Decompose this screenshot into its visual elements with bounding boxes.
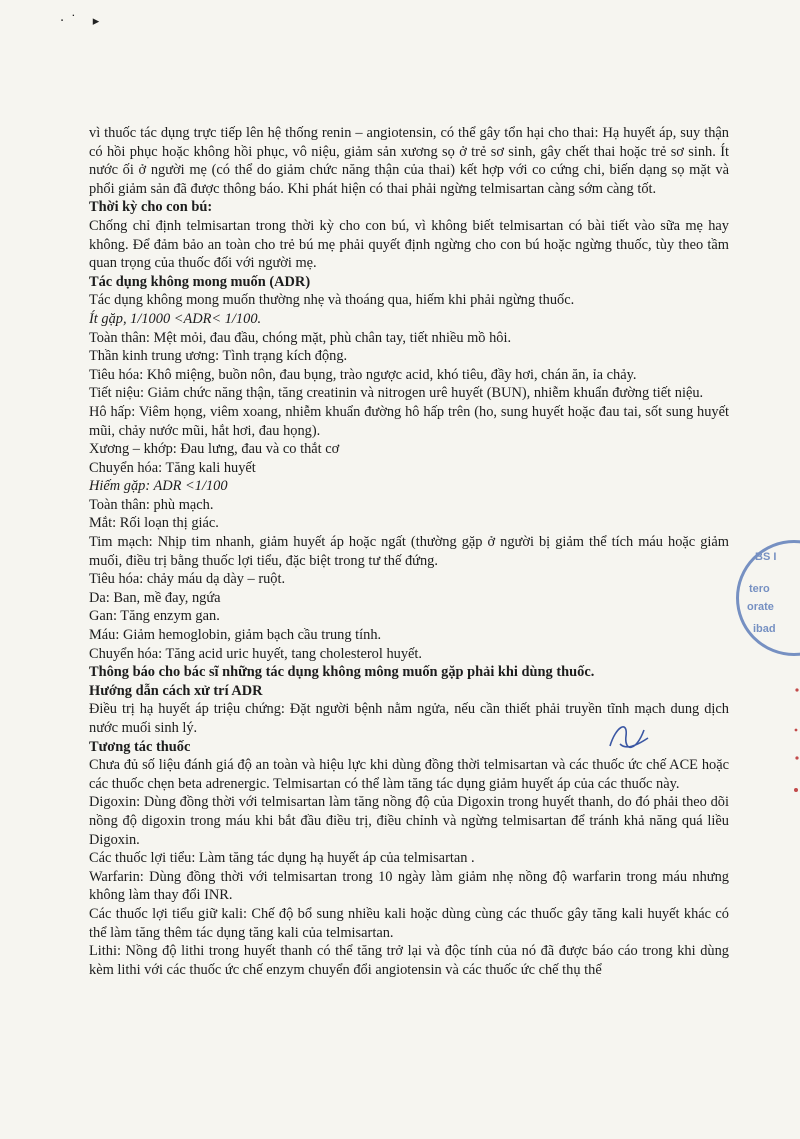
- adr-rare-metabolic: Chuyển hóa: Tăng acid uric huyết, tang cholesterol huyết.: [89, 645, 423, 662]
- heading-adr-management: Hướng dẫn cách xử trí ADR: [89, 682, 263, 699]
- adr-rare-digestive: Tiêu hóa: chảy máu dạ dày – ruột.: [89, 571, 286, 588]
- heading-notify-doctor: Thông báo cho bác sĩ những tác dụng không mông muốn gặp phải khi dùng thuốc.: [89, 664, 595, 681]
- corner-scan-mark: ·˙ ▸: [60, 14, 106, 29]
- heading-breastfeeding: Thời kỳ cho con bú:: [89, 199, 213, 216]
- interaction-ace-beta: Chưa đủ số liệu đánh giá độ an toàn và hiệu lực khi dùng đồng thời telmisartan và các thuốc ức chế ACE hoặc các thuốc chẹn beta adrenergic. Telmisartan có thể làm tăng tác dụng giảm huyết áp của các thuốc này.: [89, 757, 729, 792]
- interaction-digoxin: Digoxin: Dùng đồng thời với telmisartan làm tăng nồng độ của Digoxin trong huyết thanh, do đó phải theo dõi nồng độ digoxin trong máu khi bắt đầu điều trị, điều chỉnh và ngừng telmisartan để tránh khả năng quá liều Digoxin.: [89, 794, 729, 848]
- adr-rare-eye: Mắt: Rối loạn thị giác.: [89, 515, 219, 532]
- adr-cns: Thần kinh trung ương: Tình trạng kích động.: [89, 348, 348, 365]
- adr-digestive: Tiêu hóa: Khô miệng, buồn nôn, đau bụng, trào ngược acid, khó tiêu, đầy hơi, chán ăn, ỉa chảy.: [89, 366, 637, 383]
- document-body: [89, 124, 729, 979]
- adr-general: Toàn thân: Mệt mỏi, đau đầu, chóng mặt, phù chân tay, tiết nhiều mồ hôi.: [89, 329, 512, 346]
- interaction-diuretics: Các thuốc lợi tiểu: Làm tăng tác dụng hạ huyết áp của telmisartan .: [89, 850, 475, 867]
- subheading-uncommon: Ít gặp, 1/1000 <ADR< 1/100.: [89, 310, 262, 327]
- paragraph-breastfeeding: Chống chỉ định telmisartan trong thời kỳ cho con bú, vì không biết telmisartan có bài tiết vào sữa mẹ hay không. Để đảm bảo an toàn cho trẻ bú mẹ phải quyết định ngừng cho con bú hoặc ngừng thuốc, tùy theo tầm quan trọng của thuốc đối với người mẹ.: [89, 217, 729, 272]
- heading-adverse-effects: Tác dụng không mong muốn (ADR): [89, 273, 311, 290]
- interaction-potassium-sparing: Các thuốc lợi tiểu giữ kali: Chế độ bổ sung nhiều kali hoặc dùng cùng các thuốc gây tăng kali huyết khác có thể làm tăng thêm tác dụng tăng kali của telmisartan.: [89, 905, 729, 941]
- interaction-warfarin: Warfarin: Dùng đồng thời với telmisartan trong 10 ngày làm giảm nhẹ nồng độ warfarin trong máu nhưng không làm thay đổi INR.: [89, 868, 729, 904]
- adr-urinary: Tiết niệu: Giảm chức năng thận, tăng creatinin và nitrogen urê huyết (BUN), nhiễm khuẩn đường tiết niệu.: [89, 385, 704, 402]
- company-stamp: BS I tero orate ibad: [736, 540, 800, 656]
- adr-respiratory: Hô hấp: Viêm họng, viêm xoang, nhiễm khuẩn đường hô hấp trên (ho, sung huyết hoặc đau tai, sốt sung huyết mũi, chảy nước mũi, hắt hơi, đau họng).: [89, 403, 729, 439]
- adr-musculoskeletal: Xương – khớp: Đau lưng, đau và co thắt cơ: [89, 441, 340, 458]
- adr-rare-liver: Gan: Tăng enzym gan.: [89, 608, 220, 625]
- subheading-rare: Hiếm gặp: ADR <1/100: [89, 478, 228, 495]
- signature-mark: [606, 716, 652, 756]
- paragraph-adr-intro: Tác dụng không mong muốn thường nhẹ và thoáng qua, hiếm khi phải ngừng thuốc.: [89, 292, 575, 309]
- paragraph-pregnancy-risk: vì thuốc tác dụng trực tiếp lên hệ thống renin – angiotensin, có thể gây tổn hại cho thai: Hạ huyết áp, suy thận có hồi phục hoặc không hồi phục, vô niệu, giảm sản xương sọ ở trẻ sơ sinh, gây chết thai hoặc trẻ sơ sinh. Ít nước ối ở người mẹ (có thể do giảm chức năng thận của thai) kết hợp với co cứng chi, biến dạng sọ mặt và phổi giảm sản đã được thông báo. Khi phát hiện có thai phải ngừng telmisartan càng sớm càng tốt.: [89, 125, 729, 197]
- adr-rare-skin: Da: Ban, mề đay, ngứa: [89, 589, 221, 606]
- adr-rare-blood: Máu: Giảm hemoglobin, giảm bạch cầu trung tính.: [89, 627, 382, 644]
- adr-metabolic: Chuyển hóa: Tăng kali huyết: [89, 459, 256, 476]
- adr-rare-general: Toàn thân: phù mạch.: [89, 496, 214, 513]
- edge-red-marks: [788, 680, 800, 820]
- heading-interactions: Tương tác thuốc: [89, 738, 191, 755]
- paragraph-adr-management: Điều trị hạ huyết áp triệu chứng: Đặt người bệnh nằm ngửa, nếu cần thiết phải truyền tĩnh mạch dung dịch nước muối sinh lý.: [89, 701, 729, 736]
- interaction-lithium: Lithi: Nồng độ lithi trong huyết thanh có thể tăng trở lại và độc tính của nó đã được báo cáo trong khi dùng kèm lithi với các thuốc ức chế enzym chuyển đổi angiotensin và các thuốc ức chế thụ thể: [89, 943, 729, 978]
- adr-rare-cardio: Tim mạch: Nhịp tim nhanh, giảm huyết áp hoặc ngất (thường gặp ở người bị giảm thể tích máu hoặc giảm muối, điều trị bằng thuốc lợi tiểu, đặc biệt trong tư thế đứng.: [89, 534, 729, 569]
